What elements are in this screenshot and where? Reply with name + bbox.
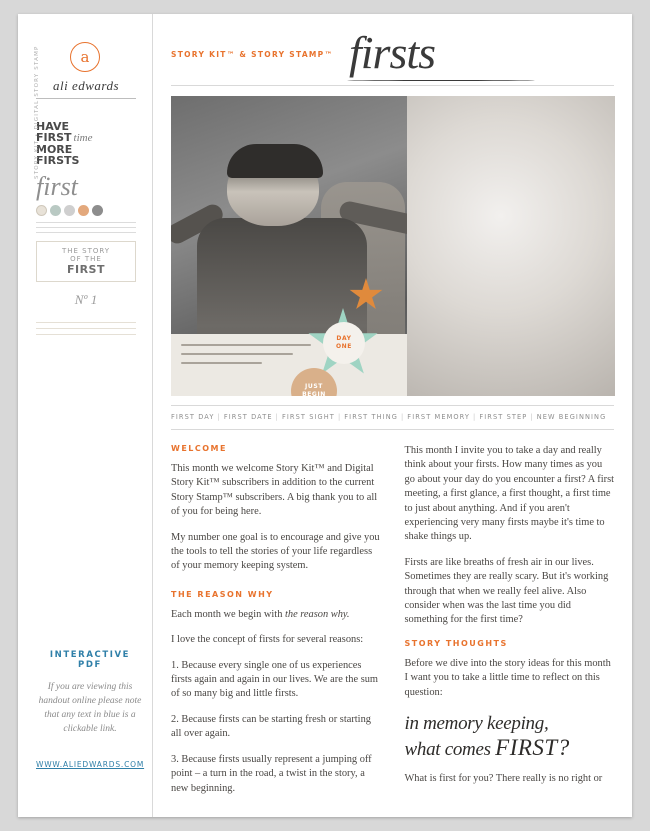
product-box-bottom: FIRST xyxy=(66,263,105,276)
product-footer-lines xyxy=(36,322,136,335)
crumb-0: FIRST DAY xyxy=(171,413,215,421)
document-page xyxy=(18,14,632,817)
title-bar xyxy=(171,14,614,86)
badge-day-number: ONE xyxy=(335,343,353,350)
product-box-top: THE STORY xyxy=(61,247,111,255)
swatch-cream xyxy=(36,205,47,216)
column-right xyxy=(405,444,615,807)
handwriting-lines xyxy=(181,344,311,371)
welcome-paragraph-1: This month we welcome Story Kit™ and Digital Story Kit™ subscribers in addition to the current Story Stamp™ subscribers. A big thank you to all of you for being here. xyxy=(171,463,378,518)
photo-left-half xyxy=(171,96,407,396)
welcome-paragraph-2: My number one goal is to encourage and give you the tools to tell the stories of your life regardless of your memory keeping system. xyxy=(171,531,380,572)
main-content xyxy=(152,14,632,817)
swatch-orange xyxy=(78,205,89,216)
column-left xyxy=(171,444,381,807)
question-line-2 xyxy=(405,736,615,762)
hero-photo xyxy=(171,96,615,396)
right-paragraph-4: What is first for you? There really is no right or xyxy=(404,773,603,785)
product-script-word: first xyxy=(36,172,78,201)
right-paragraph-1: This month I invite you to take a day and really think about your firsts. How many times as you go about your day do you encounter a first? A first meeting, a first glance, a first thought, a first time to just about anything. And if you aren't experiencing very many firsts maybe it's time to shake things up. xyxy=(404,445,614,543)
crumb-6: NEW BEGINNING xyxy=(536,413,607,421)
page-title: firsts xyxy=(349,27,436,78)
day-one-badge xyxy=(323,322,365,364)
product-number: Nº 1 xyxy=(74,292,98,307)
brand-name: ali edwards xyxy=(36,78,136,99)
story-thoughts-heading: STORY THOUGHTS xyxy=(404,638,508,648)
journal-card xyxy=(171,334,407,396)
reason-p1-emphasis: the reason why. xyxy=(284,608,350,620)
kit-kicker: STORY KIT™ & STORY STAMP™ xyxy=(171,50,334,59)
product-box-mid: OF THE xyxy=(70,255,102,263)
color-swatches xyxy=(36,205,136,216)
left-sidebar xyxy=(18,14,152,817)
reason-item-1: 1. Because every single one of us experiences firsts again and again in our lives. We are the sum of so many big and little firsts. xyxy=(171,659,379,700)
monogram-icon xyxy=(70,42,100,72)
product-line2a: FIRST xyxy=(36,131,72,144)
swatch-mint xyxy=(50,205,61,216)
crumb-2: FIRST SIGHT xyxy=(281,413,335,421)
brand-logo[interactable] xyxy=(36,42,136,99)
website-link[interactable]: WWW.ALIEDWARDS.COM xyxy=(36,760,145,769)
crumb-4: FIRST MEMORY xyxy=(407,413,471,421)
reason-item-2: 2. Because firsts can be starting fresh or starting all over again. xyxy=(171,713,371,740)
product-line4: FIRSTS xyxy=(36,154,80,167)
question-line-2b: FIRST? xyxy=(495,735,570,761)
reason-why-heading: THE REASON WHY xyxy=(171,589,274,599)
crumb-1: FIRST DATE xyxy=(223,413,273,421)
badge-begin-line1: JUST xyxy=(305,383,323,390)
reason-item-3: 3. Because firsts usually represent a jumping off point – a turn in the road, a twist in the story, a new beginning. xyxy=(171,753,372,794)
badge-begin-line2: BEGIN xyxy=(302,391,326,396)
product-vertical-text: STORY KIT • DIGITAL STORY STAMP xyxy=(34,45,40,179)
reason-p1-text: Each month we begin with xyxy=(171,608,285,620)
product-line3: MORE xyxy=(36,143,73,156)
right-paragraph-2: Firsts are like breaths of fresh air in our lives. Sometimes they are really scary. But it's working through that when we really feel alive. Also consider when was the last time you did something for the first time? xyxy=(404,556,609,626)
title-underline-flourish xyxy=(347,80,535,81)
reason-paragraph-2: I love the concept of firsts for several reasons: xyxy=(171,634,364,646)
crumb-3: FIRST THING xyxy=(344,413,398,421)
child-cap xyxy=(227,144,323,178)
question-line-2a: what comes xyxy=(404,739,496,761)
interactive-pdf-note xyxy=(36,650,144,769)
product-line1: HAVE xyxy=(36,120,69,133)
interactive-note: If you are viewing this handout online please note that any text in blue is a clickable link. xyxy=(38,682,142,734)
handwritten-question xyxy=(405,712,615,762)
product-headline xyxy=(36,121,136,166)
product-texture-lines xyxy=(36,222,136,233)
breadcrumb: FIRST DAY | FIRST DATE | FIRST SIGHT | FIRST THING | FIRST MEMORY | FIRST STEP | NEW BEGINNING xyxy=(171,405,614,430)
photo-right-half xyxy=(407,96,615,396)
reason-paragraph-1 xyxy=(171,608,381,622)
product-line2b: time xyxy=(73,132,93,144)
badge-day-label: DAY xyxy=(336,335,352,342)
swatch-charcoal xyxy=(92,205,103,216)
crumb-5: FIRST STEP xyxy=(479,413,528,421)
interactive-heading: INTERACTIVE PDF xyxy=(49,650,131,670)
right-paragraph-3: Before we dive into the story ideas for this month I want you to take a little time to reflect on this question: xyxy=(404,657,611,698)
swatch-grey xyxy=(64,205,75,216)
monogram-letter: a xyxy=(80,48,90,66)
welcome-heading: WELCOME xyxy=(171,444,227,453)
body-columns xyxy=(171,444,614,807)
question-line-1: in memory keeping, xyxy=(404,713,549,735)
product-stamp-box xyxy=(36,241,136,282)
